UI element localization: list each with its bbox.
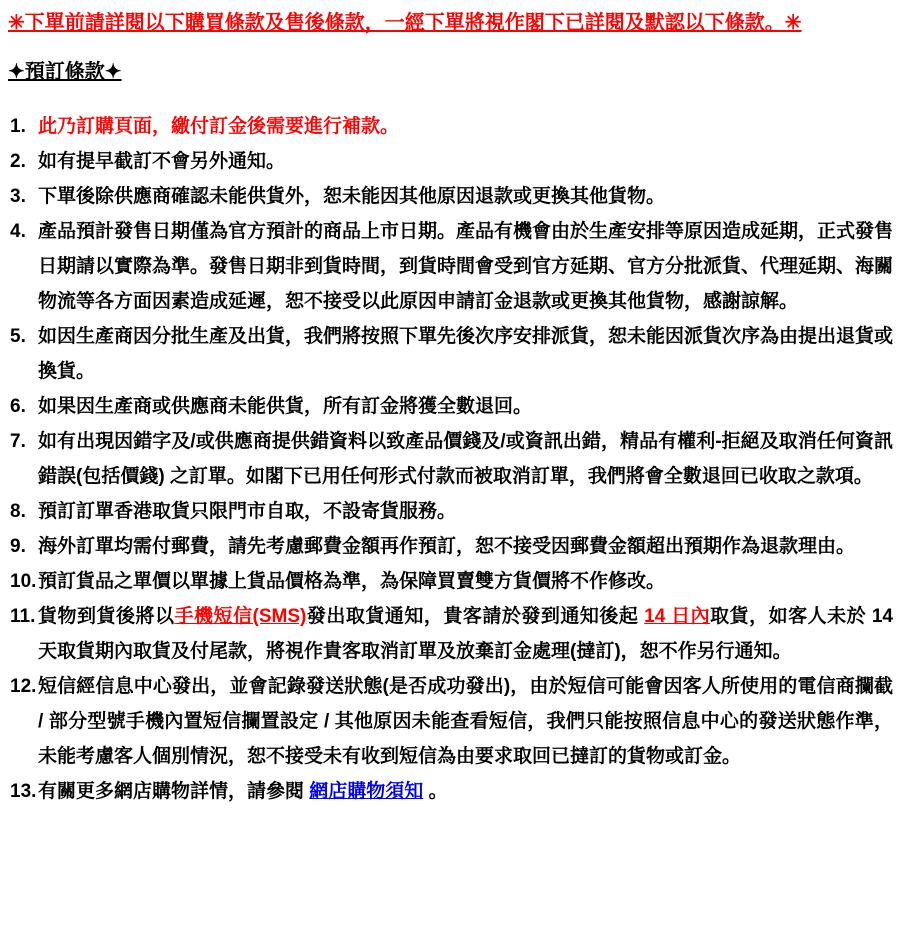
term-text: 下單後除供應商確認未能供貨外，恕未能因其他原因退款或更換其他貨物。 [38, 186, 666, 207]
term-item [8, 564, 893, 599]
term-text: 如果因生產商或供應商未能供貨，所有訂金將獲全數退回。 [38, 396, 533, 417]
term-text: 如因生產商因分批生產及出貨，我們將按照下單先後次序安排派貨，恕未能因派貨次序為由提出退貨或換貨。 [38, 326, 894, 382]
term-number: 1. [10, 116, 26, 137]
term-number: 9. [10, 536, 26, 557]
term-item [8, 599, 893, 669]
term-number: 13. [10, 781, 37, 802]
term-text: 14 日內 [644, 606, 711, 627]
pre-order-notice: ✳下單前請詳閱以下購買條款及售後條款，一經下單將視作閣下已詳閱及默認以下條款。✳ [8, 12, 802, 34]
term-text: 發出取貨通知，貴客請於發到通知後起 [306, 606, 645, 627]
term-number: 11. [10, 606, 36, 627]
term-text: 此乃訂購頁面，繳付訂金後需要進行補款。 [38, 116, 400, 137]
term-text: 短信經信息中心發出，並會記錄發送狀態(是否成功發出)，由於短信可能會因客人所使用的電信商攔截 / 部分型號手機內置短信攔置設定 / 其他原因未能查看短信，我們只能按照信息中心的發送狀態作準，未能考慮客人個別情況，恕不接受未有收到短信為由要求取回已撻訂的貨物或訂金。 [38, 676, 893, 767]
pre-order-terms-heading: ✦預訂條款✦ [8, 61, 122, 83]
term-number: 12. [10, 676, 37, 697]
term-item [8, 319, 893, 389]
term-text: 取貨，如客人未於 14 天取貨期內取貨及付尾款，將視作貴客取消訂單及放棄訂金處理(撻訂)，恕不作另行通知。 [38, 606, 893, 662]
term-item [8, 669, 893, 774]
term-number: 3. [10, 186, 26, 207]
store-shopping-guide-link[interactable]: 網店購物須知 [309, 781, 424, 802]
term-text: 。 [423, 781, 448, 802]
term-number: 8. [10, 501, 26, 522]
term-item [8, 529, 893, 564]
term-item [8, 389, 893, 424]
term-number: 2. [10, 151, 26, 172]
term-text: 貨物到貨後將以 [38, 606, 175, 627]
term-item [8, 179, 893, 214]
term-text: 如有出現因錯字及/或供應商提供錯資料以致產品價錢及/或資訊出錯，精品有權利-拒絕及取消任何資訊錯誤(包括價錢) 之訂單。如閣下已用任何形式付款而被取消訂單，我們將會全數退回已收取之款項。 [38, 431, 893, 487]
term-number: 5. [10, 326, 26, 347]
term-number: 10. [10, 571, 37, 592]
term-text: 手機短信(SMS) [174, 606, 307, 627]
term-item [8, 144, 893, 179]
term-text: 如有提早截訂不會另外通知。 [38, 151, 286, 172]
terms-list [8, 109, 893, 809]
term-item [8, 109, 893, 144]
term-number: 7. [10, 431, 26, 452]
term-item [8, 214, 893, 319]
term-item [8, 424, 893, 494]
term-text: 預訂貨品之單價以單據上貨品價格為準，為保障買賣雙方貨價將不作修改。 [38, 571, 666, 592]
term-text: 海外訂單均需付郵費，請先考慮郵費金額再作預訂，恕不接受因郵費金額超出預期作為退款理由。 [38, 536, 856, 557]
term-text: 有關更多網店購物詳情，請參閱 [38, 781, 310, 802]
term-number: 4. [10, 221, 26, 242]
term-text: 產品預計發售日期僅為官方預計的商品上市日期。產品有機會由於生產安排等原因造成延期，正式發售日期請以實際為準。發售日期非到貨時間，到貨時間會受到官方延期、官方分批派貨、代理延期、海關物流等各方面因素造成延遲，恕不接受以此原因申請訂金退款或更換其他貨物，感謝諒解。 [38, 221, 894, 312]
term-item [8, 494, 893, 529]
term-item [8, 774, 893, 809]
term-number: 6. [10, 396, 26, 417]
term-text: 預訂訂單香港取貨只限門市自取，不設寄貨服務。 [38, 501, 457, 522]
